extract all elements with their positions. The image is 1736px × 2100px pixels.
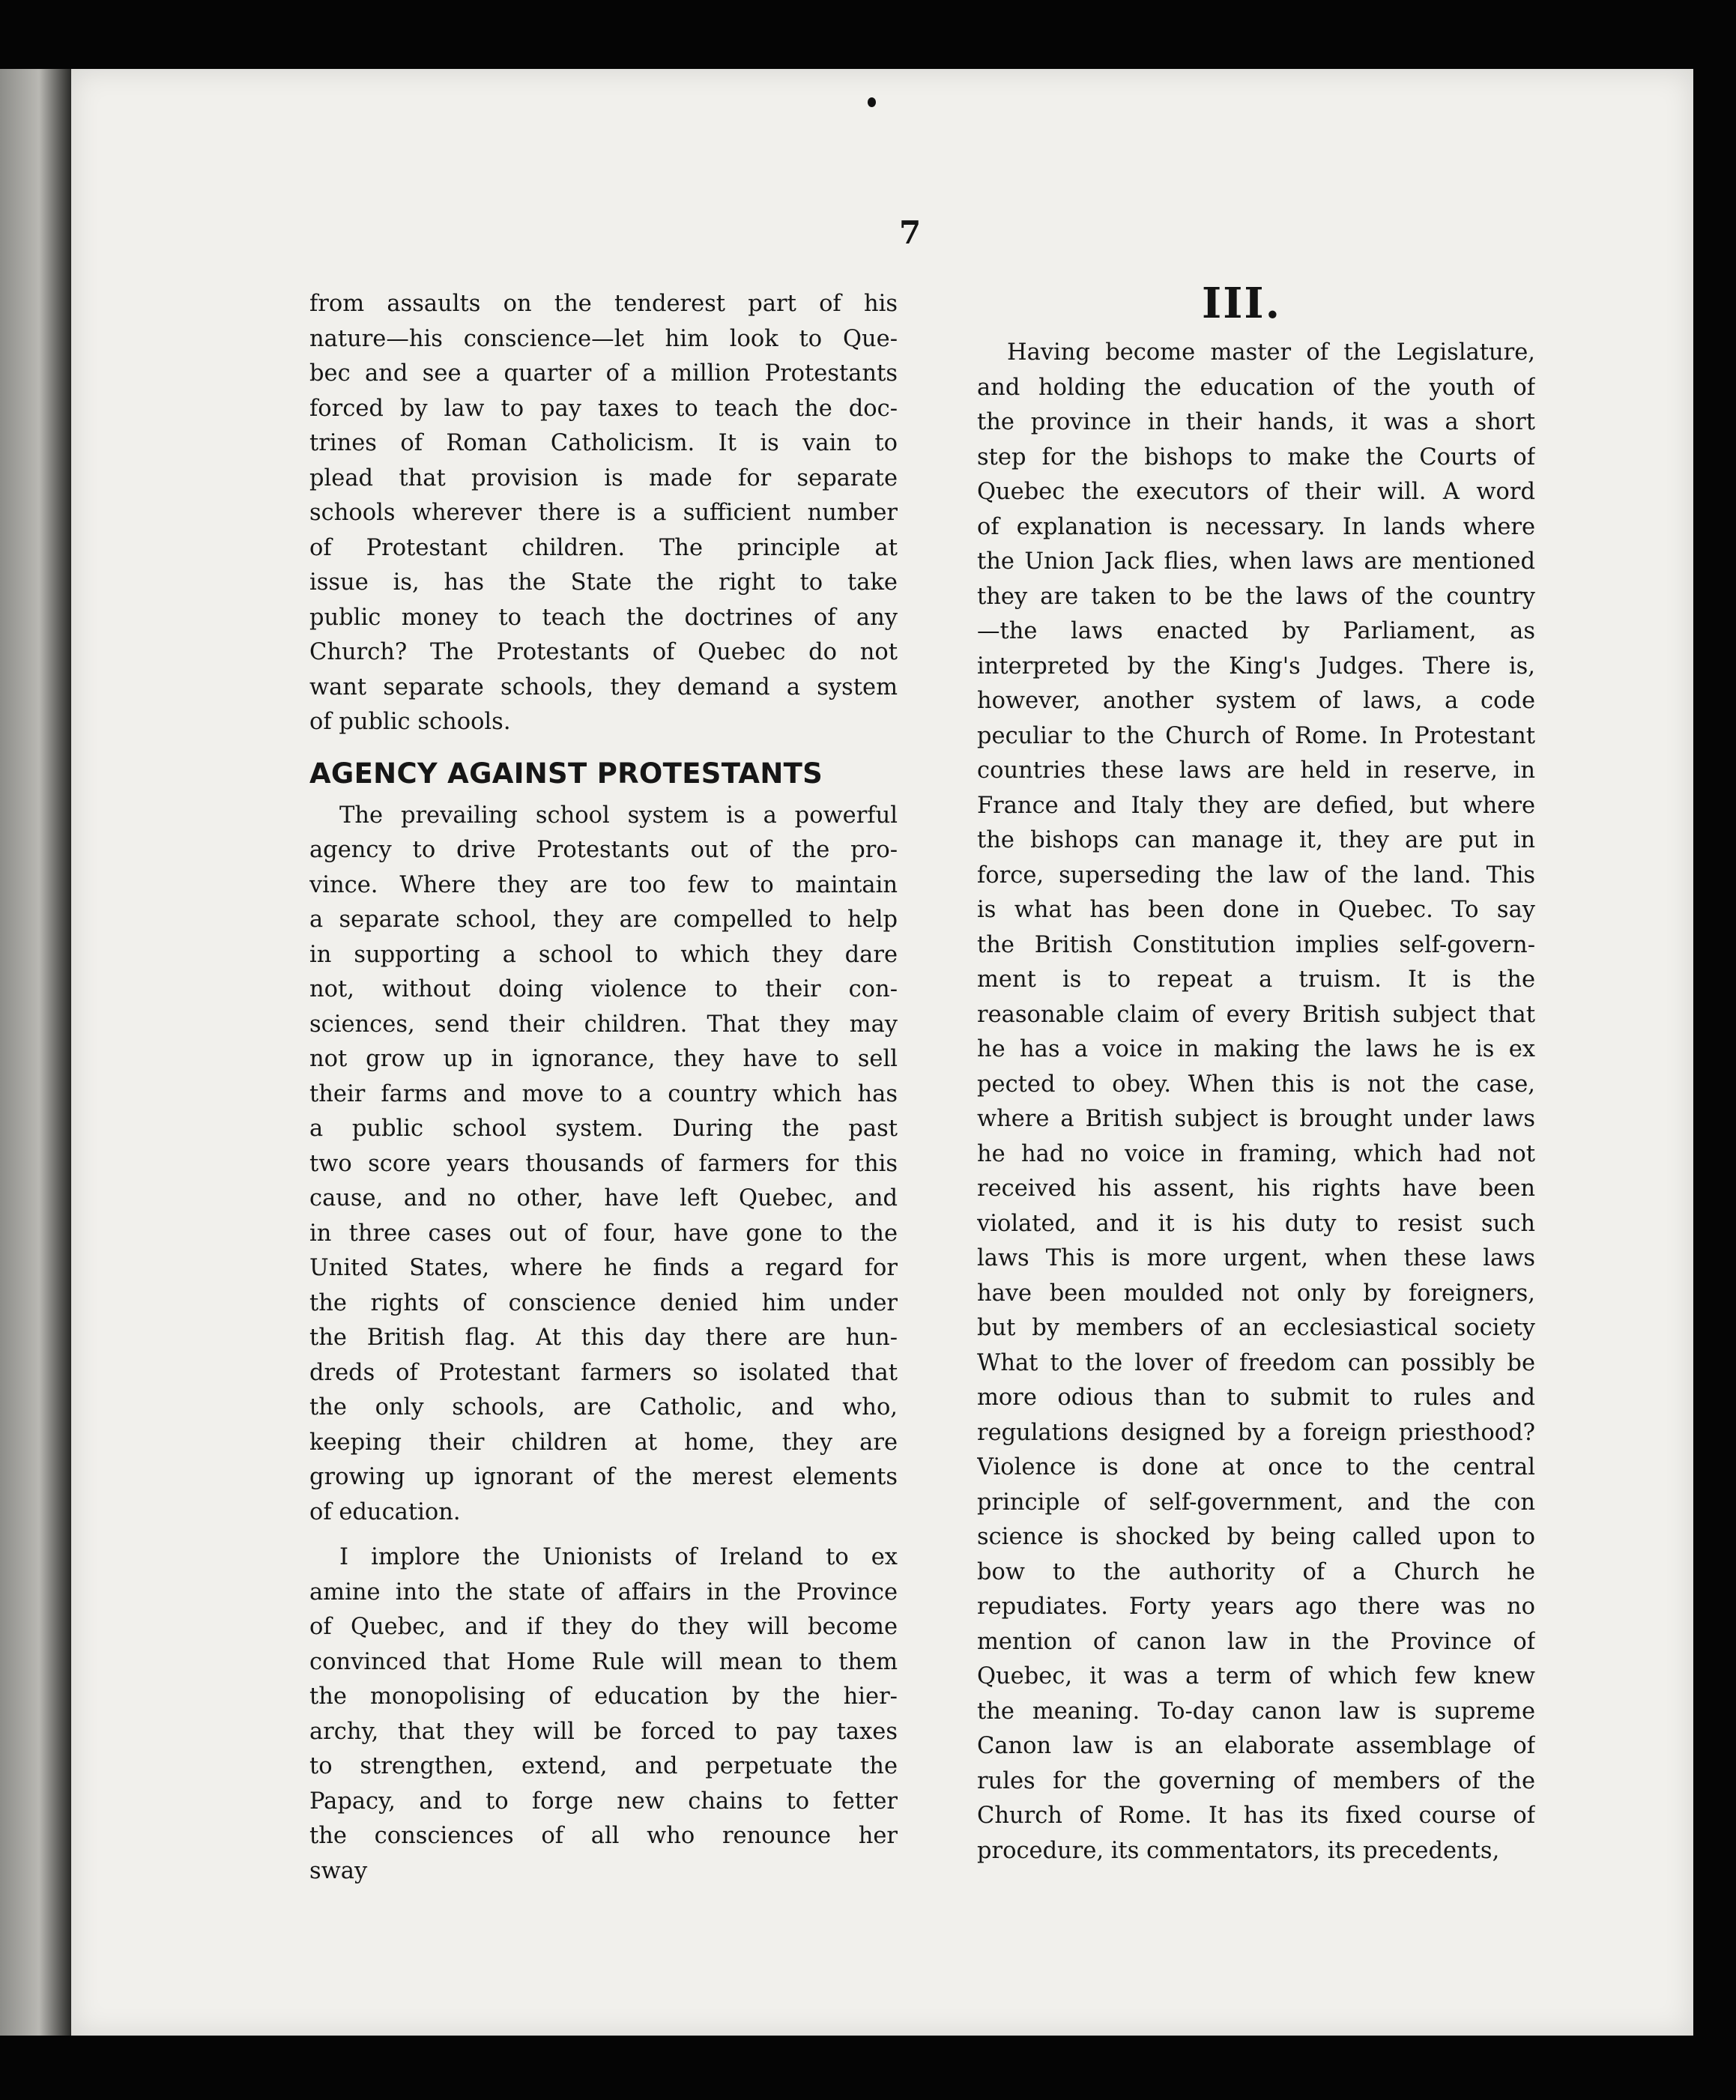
text-line: regulations designed by a foreign priesthood? <box>977 1419 1535 1446</box>
text-line: the consciences of all who renounce her <box>309 1823 898 1849</box>
text-line: the rights of conscience denied him under <box>309 1289 898 1316</box>
text-line: dreds of Protestant farmers so isolated that <box>309 1359 898 1386</box>
text-line: convinced that Home Rule will mean to them <box>309 1648 898 1675</box>
text-line: in supporting a school to which they dare <box>309 941 898 968</box>
text-line: the meaning. To-day canon law is supreme <box>977 1698 1535 1725</box>
text-line: vince. Where they are too few to maintain <box>309 871 898 898</box>
text-line: trines of Roman Catholicism. It is vain to <box>309 430 898 456</box>
text-line: archy, that they will be forced to pay taxes <box>309 1718 898 1745</box>
text-line: What to the lover of freedom can possibly be <box>977 1349 1535 1376</box>
paragraph <box>309 287 898 740</box>
text-line: —the laws enacted by Parliament, as <box>977 618 1535 644</box>
text-line: violated, and it is his duty to resist such <box>977 1210 1535 1237</box>
text-line: nature—his conscience—let him look to Que- <box>309 325 898 352</box>
text-line: growing up ignorant of the merest elements <box>309 1464 898 1490</box>
paragraph <box>309 1540 898 1889</box>
text-line: public money to teach the doctrines of any <box>309 604 898 631</box>
text-line: the only schools, are Catholic, and who, <box>309 1394 898 1420</box>
text-line: the British flag. At this day there are hun- <box>309 1325 898 1351</box>
text-line: mention of canon law in the Province of <box>977 1628 1535 1655</box>
paragraph-gap <box>309 1530 898 1540</box>
text-line: sway <box>309 1857 368 1884</box>
text-line: pected to obey. When this is not the case, <box>977 1071 1535 1098</box>
text-line: of education. <box>309 1498 461 1525</box>
text-line: plead that provision is made for separate <box>309 465 898 491</box>
text-line: ment is to repeat a truism. It is the <box>977 966 1535 993</box>
text-line: the Union Jack flies, when laws are mentioned <box>977 548 1535 575</box>
text-line: have been moulded not only by foreigners, <box>977 1280 1535 1307</box>
text-line: rules for the governing of members of the <box>977 1767 1535 1794</box>
section-number: III. <box>1202 279 1282 328</box>
text-line: received his assent, his rights have been <box>977 1175 1535 1202</box>
paragraph <box>977 336 1535 1868</box>
text-line: cause, and no other, have left Quebec, and <box>309 1185 898 1211</box>
text-line: he had no voice in framing, which had not <box>977 1140 1535 1167</box>
text-line: I implore the Unionists of Ireland to ex <box>339 1544 898 1570</box>
text-line: and holding the education of the youth of <box>977 374 1535 401</box>
text-line: from assaults on the tenderest part of his <box>309 291 898 317</box>
text-line: however, another system of laws, a code <box>977 688 1535 714</box>
text-line: science is shocked by being called upon to <box>977 1524 1535 1550</box>
section-heading: AGENCY AGAINST PROTESTANTS <box>309 757 823 790</box>
left-column <box>309 287 898 1889</box>
text-line: Church of Rome. It has its fixed course of <box>977 1803 1535 1829</box>
text-line: forced by law to pay taxes to teach the doc- <box>309 395 898 422</box>
text-line: Papacy, and to forge new chains to fetter <box>309 1788 898 1815</box>
text-line: Violence is done at once to the central <box>977 1454 1535 1480</box>
text-line: the province in their hands, it was a short <box>977 409 1535 435</box>
text-line: Church? The Protestants of Quebec do not <box>309 639 898 665</box>
page-number: 7 <box>899 214 922 251</box>
text-line: countries these laws are held in reserve, in <box>977 757 1535 784</box>
text-line: Canon law is an elaborate assemblage of <box>977 1733 1535 1759</box>
text-line: force, superseding the law of the land. This <box>977 862 1535 889</box>
text-line: issue is, has the State the right to take <box>309 569 898 596</box>
text-line: of Quebec, and if they do they will become <box>309 1614 898 1640</box>
text-line: amine into the state of affairs in the Province <box>309 1579 898 1606</box>
text-line: of explanation is necessary. In lands where <box>977 513 1535 540</box>
ink-mark <box>868 97 876 107</box>
text-line: sciences, send their children. That they may <box>309 1011 898 1038</box>
text-line: he has a voice in making the laws he is ex <box>977 1036 1535 1062</box>
text-line: laws This is more urgent, when these laws <box>977 1245 1535 1271</box>
text-line: United States, where he finds a regard for <box>309 1255 898 1281</box>
text-line: bow to the authority of a Church he <box>977 1558 1535 1585</box>
right-column <box>977 336 1535 1868</box>
text-line: where a British subject is brought under laws <box>977 1106 1535 1132</box>
text-line: they are taken to be the laws of the country <box>977 583 1535 610</box>
text-line: their farms and move to a country which has <box>309 1080 898 1107</box>
text-line: Quebec the executors of their will. A word <box>977 479 1535 505</box>
previous-page-edge <box>0 69 71 2036</box>
text-line: Quebec, it was a term of which few knew <box>977 1663 1535 1689</box>
text-line: of Protestant children. The principle at <box>309 534 898 561</box>
text-line: is what has been done in Quebec. To say <box>977 897 1535 923</box>
text-line: not grow up in ignorance, they have to sell <box>309 1046 898 1072</box>
text-line: more odious than to submit to rules and <box>977 1385 1535 1411</box>
text-line: not, without doing violence to their con- <box>309 976 898 1002</box>
text-line: to strengthen, extend, and perpetuate the <box>309 1753 898 1779</box>
text-line: in three cases out of four, have gone to the <box>309 1220 898 1247</box>
text-line: a separate school, they are compelled to help <box>309 907 898 933</box>
text-line: but by members of an ecclesiastical society <box>977 1315 1535 1341</box>
text-line: step for the bishops to make the Courts of <box>977 444 1535 470</box>
text-line: two score years thousands of farmers for this <box>309 1150 898 1177</box>
text-line: want separate schools, they demand a system <box>309 674 898 700</box>
text-line: procedure, its commentators, its precedents, <box>977 1837 1500 1864</box>
text-line: the British Constitution implies self-govern- <box>977 931 1535 958</box>
text-line: agency to drive Protestants out of the pro- <box>309 837 898 863</box>
text-line: schools wherever there is a sufficient number <box>309 500 898 526</box>
text-line: the bishops can manage it, they are put in <box>977 827 1535 853</box>
text-line: Having become master of the Legislature, <box>1007 339 1535 366</box>
text-line: keeping their children at home, they are <box>309 1429 898 1456</box>
text-line: repudiates. Forty years ago there was no <box>977 1594 1535 1620</box>
text-line: peculiar to the Church of Rome. In Protestant <box>977 722 1535 749</box>
text-line: The prevailing school system is a powerful <box>339 802 898 829</box>
text-line: bec and see a quarter of a million Protestants <box>309 360 898 387</box>
paragraph <box>309 799 898 1531</box>
text-line: a public school system. During the past <box>309 1116 898 1142</box>
text-line: the monopolising of education by the hier- <box>309 1683 898 1710</box>
text-line: interpreted by the King's Judges. There is, <box>977 653 1535 680</box>
text-line: principle of self-government, and the con <box>977 1489 1535 1516</box>
text-line: France and Italy they are defied, but where <box>977 792 1535 819</box>
text-line: of public schools. <box>309 709 511 735</box>
text-line: reasonable claim of every British subject that <box>977 1001 1535 1028</box>
